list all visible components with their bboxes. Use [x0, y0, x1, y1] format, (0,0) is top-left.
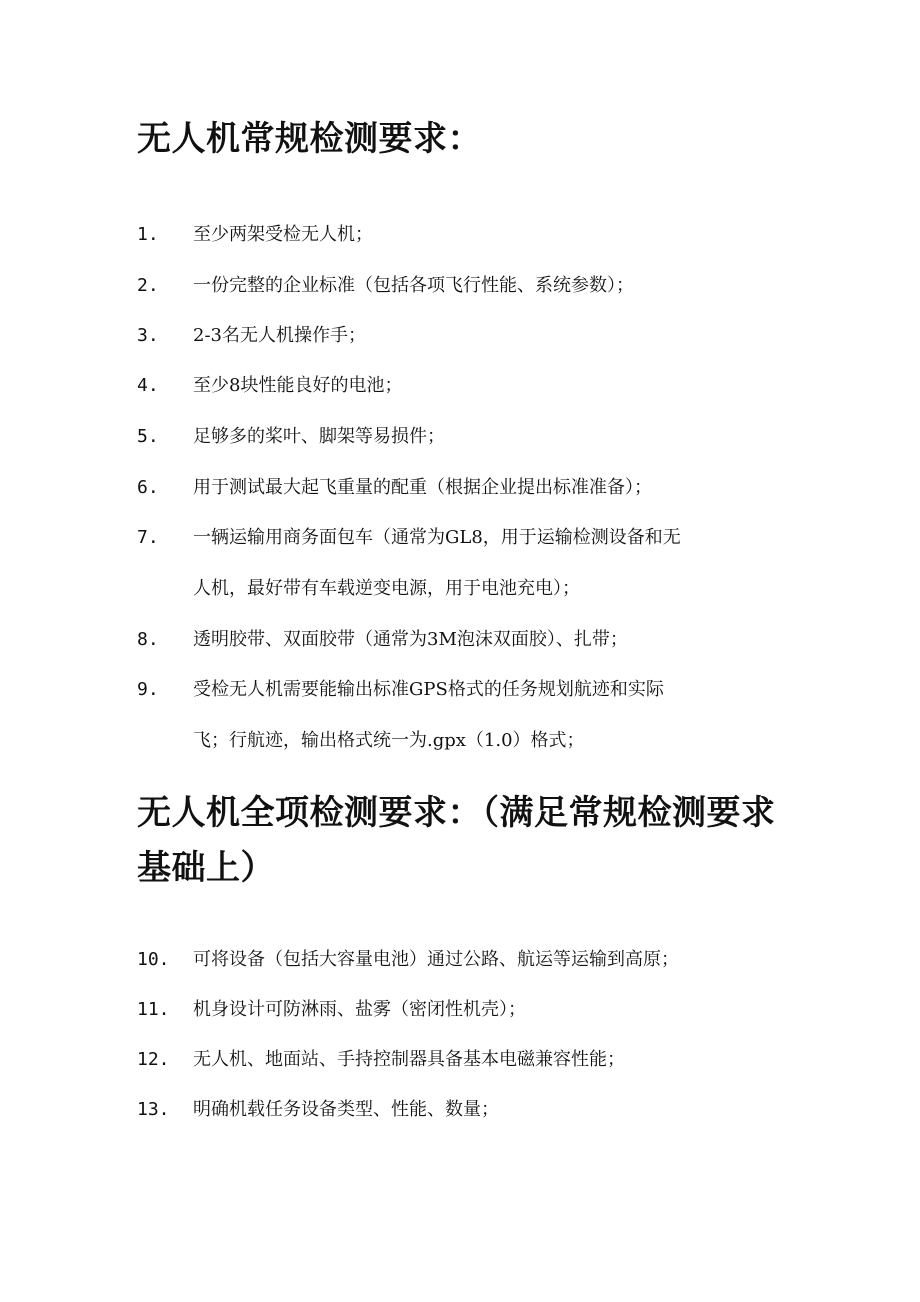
list-item-number: 4. — [137, 375, 159, 396]
list-item-text-continued: 飞；行航迹，输出格式统一为.gpx（1.0）格式； — [193, 730, 585, 751]
list-item-text: 用于测试最大起飞重量的配重（根据企业提出标准准备）； — [193, 477, 652, 498]
list-item-text-continued: 人机，最好带有车载逆变电源，用于电池充电）； — [193, 578, 580, 599]
list-item-number: 2. — [137, 275, 159, 296]
list-item-text: 无人机、地面站、手持控制器具备基本电磁兼容性能； — [193, 1049, 625, 1070]
list-item-text: 足够多的桨叶、脚架等易损件； — [193, 426, 445, 447]
list-item-number: 6. — [137, 477, 159, 498]
list-item-number: 13. — [137, 1099, 170, 1120]
section-title-regular-inspection: 无人机常规检测要求： — [137, 119, 482, 159]
list-item-number: 12. — [137, 1049, 170, 1070]
list-item-number: 9. — [137, 679, 159, 700]
list-item-number: 3. — [137, 325, 159, 346]
list-item-number: 7. — [137, 527, 159, 548]
list-item-text: 透明胶带、双面胶带（通常为3M泡沫双面胶）、扎带； — [193, 629, 628, 650]
list-item-number: 5. — [137, 426, 159, 447]
list-item-text: 受检无人机需要能输出标准GPS格式的任务规划航迹和实际 — [193, 679, 664, 700]
list-item-text: 一辆运输用商务面包车（通常为GL8，用于运输检测设备和无 — [193, 527, 681, 548]
list-item-text: 一份完整的企业标准（包括各项飞行性能、系统参数）； — [193, 275, 634, 296]
list-item-text: 可将设备（包括大容量电池）通过公路、航运等运输到高原； — [193, 949, 679, 970]
list-item-number: 8. — [137, 629, 159, 650]
list-item-text: 机身设计可防淋雨、盐雾（密闭性机壳）； — [193, 999, 526, 1020]
list-item-number: 1. — [137, 224, 159, 245]
list-item-text: 至少两架受检无人机； — [193, 224, 373, 245]
section-title-full-inspection: 无人机全项检测要求：（满足常规检测要求 基础上） — [137, 793, 776, 888]
list-item-text: 2-3名无人机操作手； — [193, 325, 366, 346]
list-item-text: 明确机载任务设备类型、性能、数量； — [193, 1099, 499, 1120]
list-item-text: 至少8块性能良好的电池； — [193, 375, 403, 396]
list-item-number: 10. — [137, 949, 170, 970]
list-item-number: 11. — [137, 999, 170, 1020]
